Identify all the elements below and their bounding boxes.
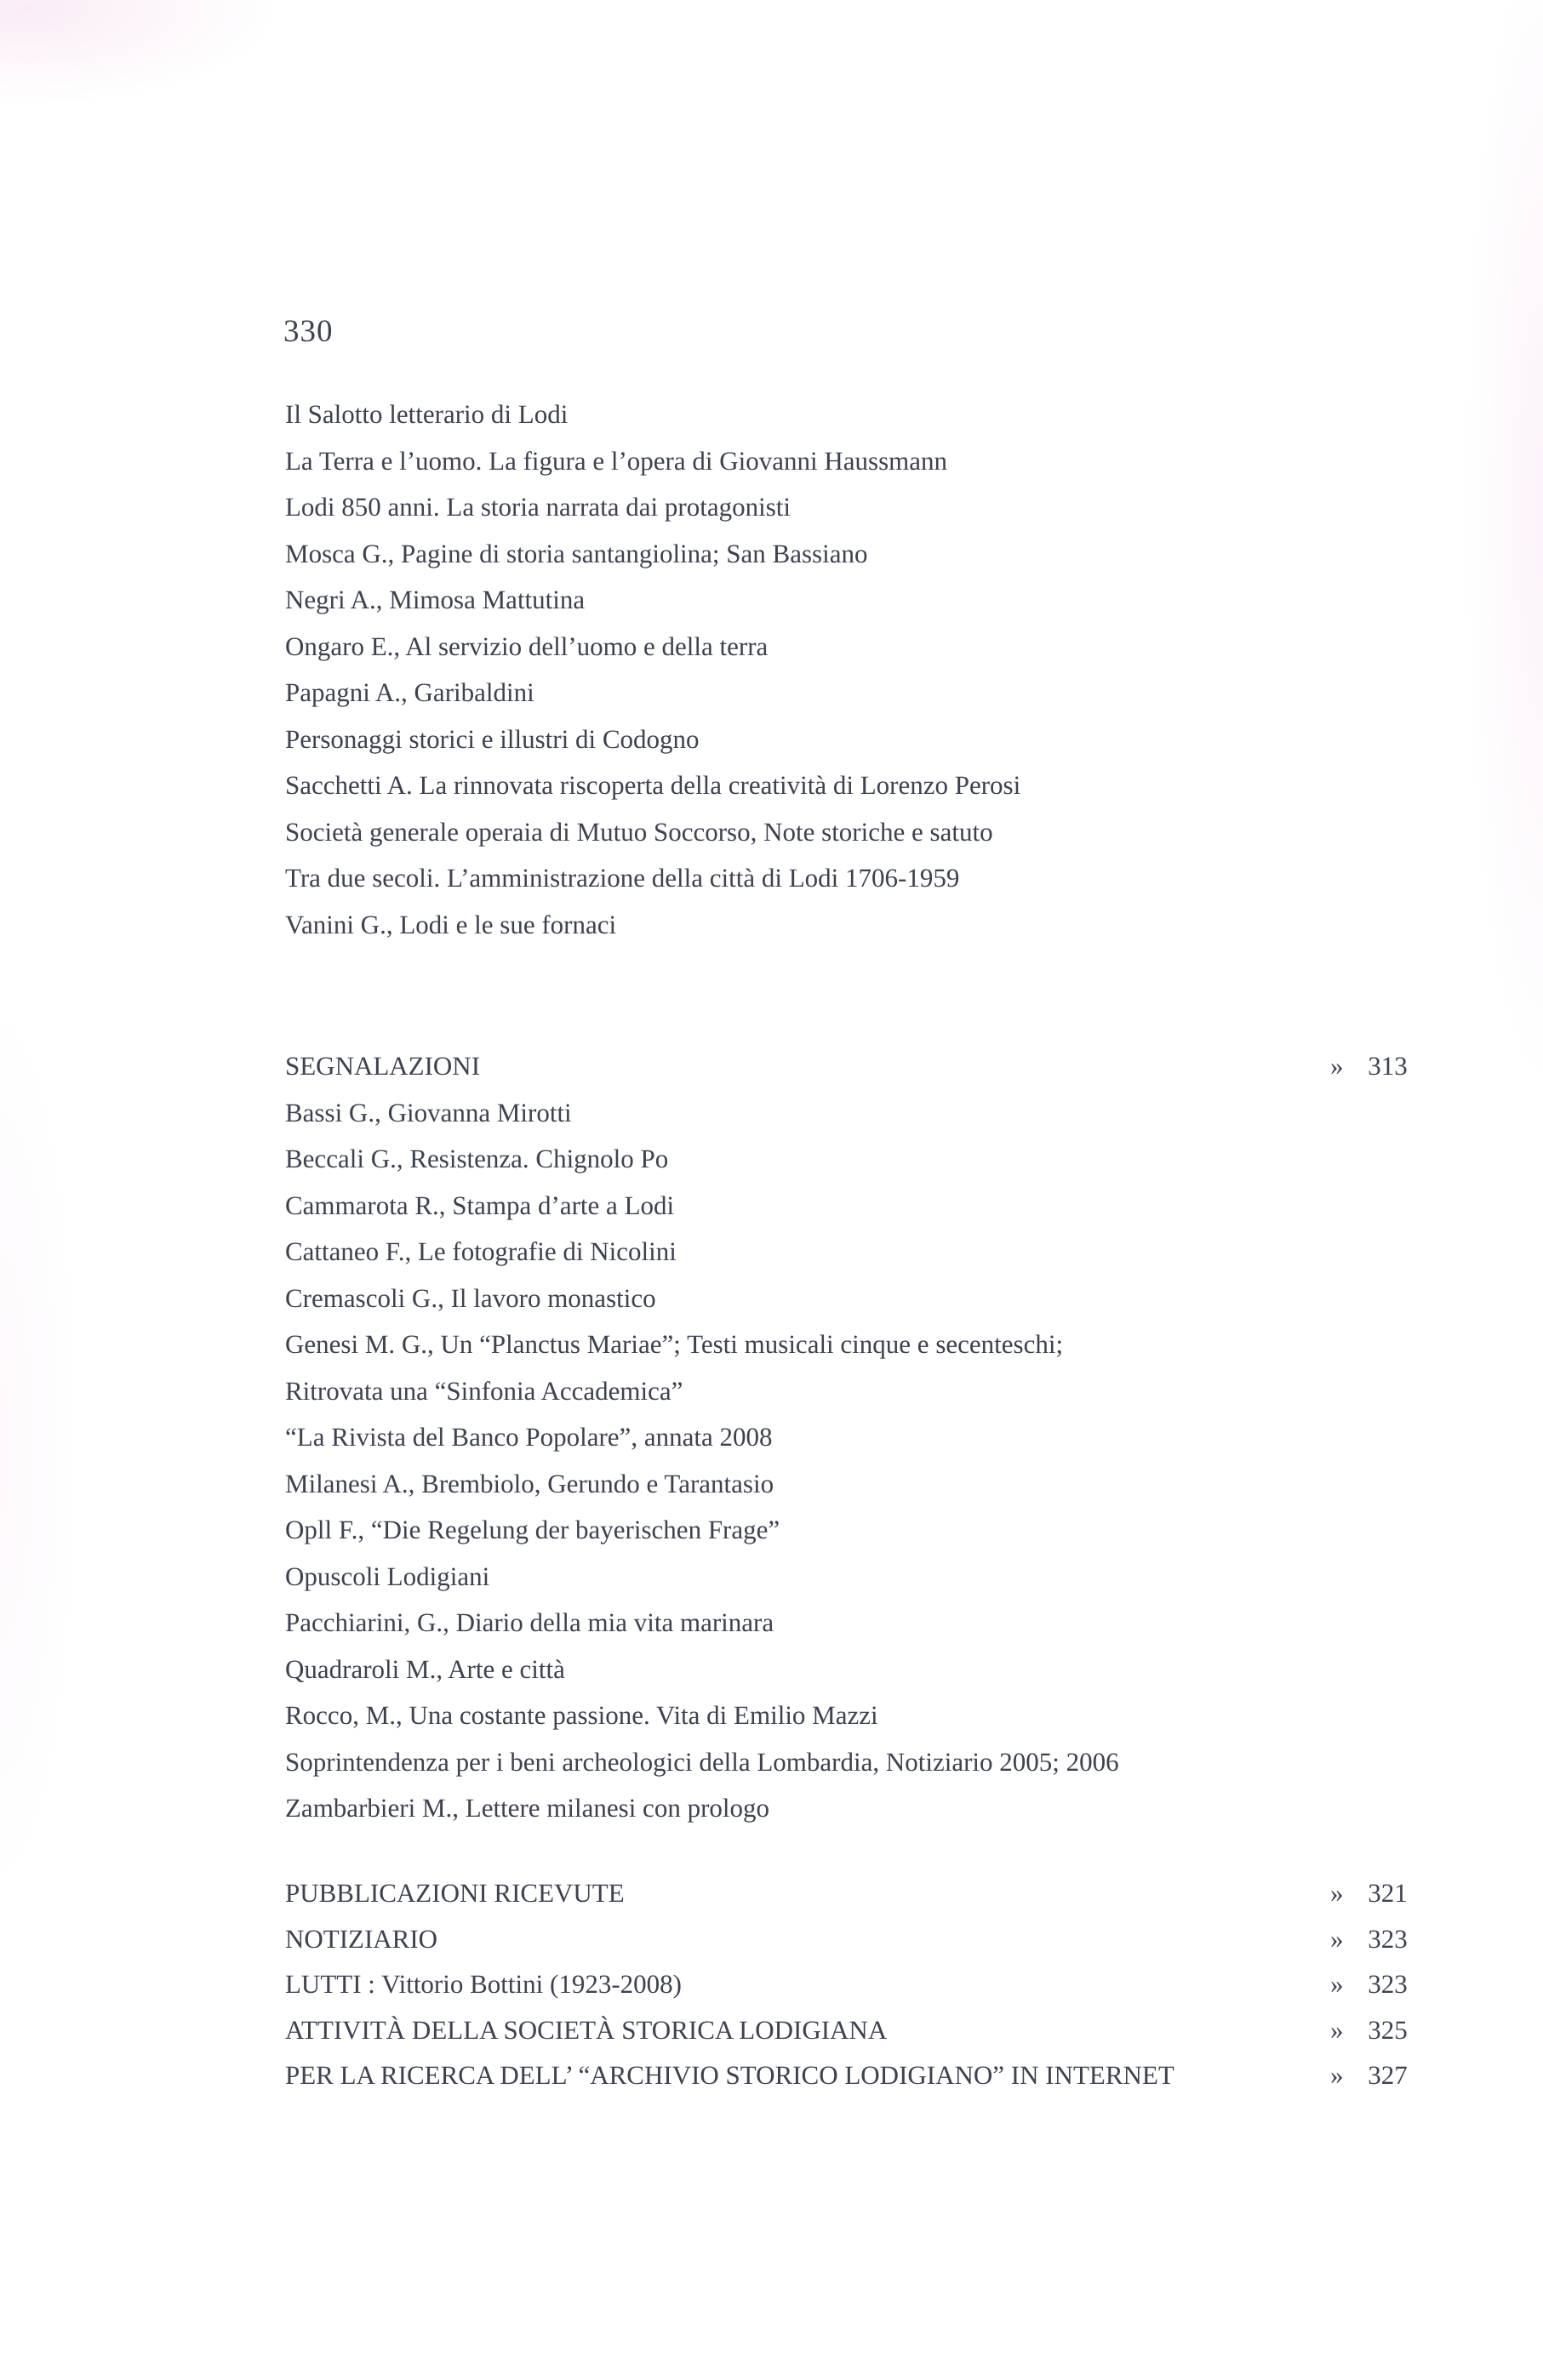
- toc-line: Soprintendenza per i beni archeologici della Lombardia, Notiziario 2005; 2006: [285, 1746, 1119, 1777]
- toc-line: Cattaneo F., Le fotografie di Nicolini: [285, 1236, 677, 1266]
- toc-line: Cremascoli G., Il lavoro monastico: [285, 1282, 656, 1313]
- section-heading: PUBBLICAZIONI RICEVUTE: [285, 1878, 625, 1908]
- guillemet-mark: »: [1330, 1878, 1344, 1908]
- toc-line: Rocco, M., Una costante passione. Vita di Emilio Mazzi: [285, 1700, 878, 1730]
- segnalazioni-block: [285, 1043, 1458, 1832]
- page-ref-number: 323: [1368, 1969, 1408, 1999]
- page-reference: [1330, 2052, 1408, 2098]
- section-heading-row: [285, 2052, 1458, 2098]
- page-ref-number: 325: [1368, 2014, 1408, 2045]
- section-heading: ATTIVITÀ DELLA SOCIETÀ STORICA LODIGIANA: [285, 2014, 888, 2045]
- section-heading-row: [285, 1043, 1458, 1090]
- page-reference: [1330, 1916, 1408, 1962]
- toc-line: Opuscoli Lodigiani: [285, 1561, 490, 1591]
- titles-block: [285, 391, 1458, 948]
- section-heading: LUTTI : Vittorio Bottini (1923-2008): [285, 1969, 682, 1999]
- guillemet-mark: »: [1330, 2014, 1344, 2045]
- toc-line: Personaggi storici e illustri di Codogno: [285, 723, 700, 754]
- toc-line: Il Salotto letterario di Lodi: [285, 399, 569, 429]
- toc-line: Pacchiarini, G., Diario della mia vita marinara: [285, 1607, 774, 1637]
- section-heading-row: [285, 1961, 1458, 2007]
- toc-line: Quadraroli M., Arte e città: [285, 1653, 565, 1684]
- section-heading-row: [285, 1870, 1458, 1916]
- page-ref-number: 327: [1368, 2060, 1408, 2090]
- toc-line: Mosca G., Pagine di storia santangiolina; San Bassiano: [285, 538, 868, 568]
- toc-line: “La Rivista del Banco Popolare”, annata 2008: [285, 1422, 773, 1452]
- section-heading-row: [285, 1916, 1458, 1962]
- toc-line: Genesi M. G., Un “Planctus Mariae”; Testi musicali cinque e secenteschi;: [285, 1329, 1064, 1359]
- toc-line: Opll F., “Die Regelung der bayerischen Frage”: [285, 1515, 780, 1544]
- toc-line: Sacchetti A. La rinnovata riscoperta della creatività di Lorenzo Perosi: [285, 770, 1021, 800]
- toc-line: Negri A., Mimosa Mattutina: [285, 585, 586, 614]
- toc-line: Zambarbieri M., Lettere milanesi con prologo: [285, 1793, 770, 1823]
- end-sections-block: [285, 1870, 1458, 2098]
- toc-line: Cammarota R., Stampa d’arte a Lodi: [285, 1190, 675, 1220]
- toc-line: Tra due secoli. L’amministrazione della città di Lodi 1706-1959: [285, 863, 960, 893]
- guillemet-mark: »: [1330, 2060, 1344, 2090]
- section-heading-row: [285, 2007, 1458, 2053]
- page-reference: [1330, 1870, 1408, 1916]
- toc-line: Vanini G., Lodi e le sue fornaci: [285, 909, 617, 939]
- guillemet-mark: »: [1330, 1969, 1344, 1999]
- toc-line-continuation: Ritrovata una “Sinfonia Accademica”: [285, 1375, 683, 1406]
- toc-line: Papagni A., Garibaldini: [285, 677, 534, 707]
- page-reference: [1330, 1043, 1408, 1090]
- toc-line: Beccali G., Resistenza. Chignolo Po: [285, 1144, 669, 1173]
- toc-line: Bassi G., Giovanna Mirotti: [285, 1097, 572, 1127]
- page-reference: [1330, 2007, 1408, 2053]
- toc-line: Ongaro E., Al servizio dell’uomo e della terra: [285, 631, 769, 661]
- page-ref-number: 323: [1368, 1923, 1408, 1954]
- page-ref-number: 321: [1368, 1878, 1408, 1908]
- guillemet-mark: »: [1330, 1923, 1344, 1954]
- guillemet-mark: »: [1330, 1051, 1344, 1081]
- section-heading: SEGNALAZIONI: [285, 1051, 481, 1081]
- section-heading: NOTIZIARIO: [285, 1923, 438, 1954]
- page-reference: [1330, 1961, 1408, 2007]
- toc-line: La Terra e l’uomo. La figura e l’opera di Giovanni Haussmann: [285, 445, 948, 476]
- section-heading: PER LA RICERCA DELL’ “ARCHIVIO STORICO LODIGIANO” IN INTERNET: [285, 2060, 1174, 2090]
- toc-line: Lodi 850 anni. La storia narrata dai protagonisti: [285, 492, 791, 522]
- page-ref-number: 313: [1368, 1051, 1408, 1081]
- toc-line: Società generale operaia di Mutuo Soccorso, Note storiche e satuto: [285, 816, 993, 847]
- toc-line: Milanesi A., Brembiolo, Gerundo e Tarantasio: [285, 1468, 774, 1498]
- page-number: 330: [283, 314, 334, 349]
